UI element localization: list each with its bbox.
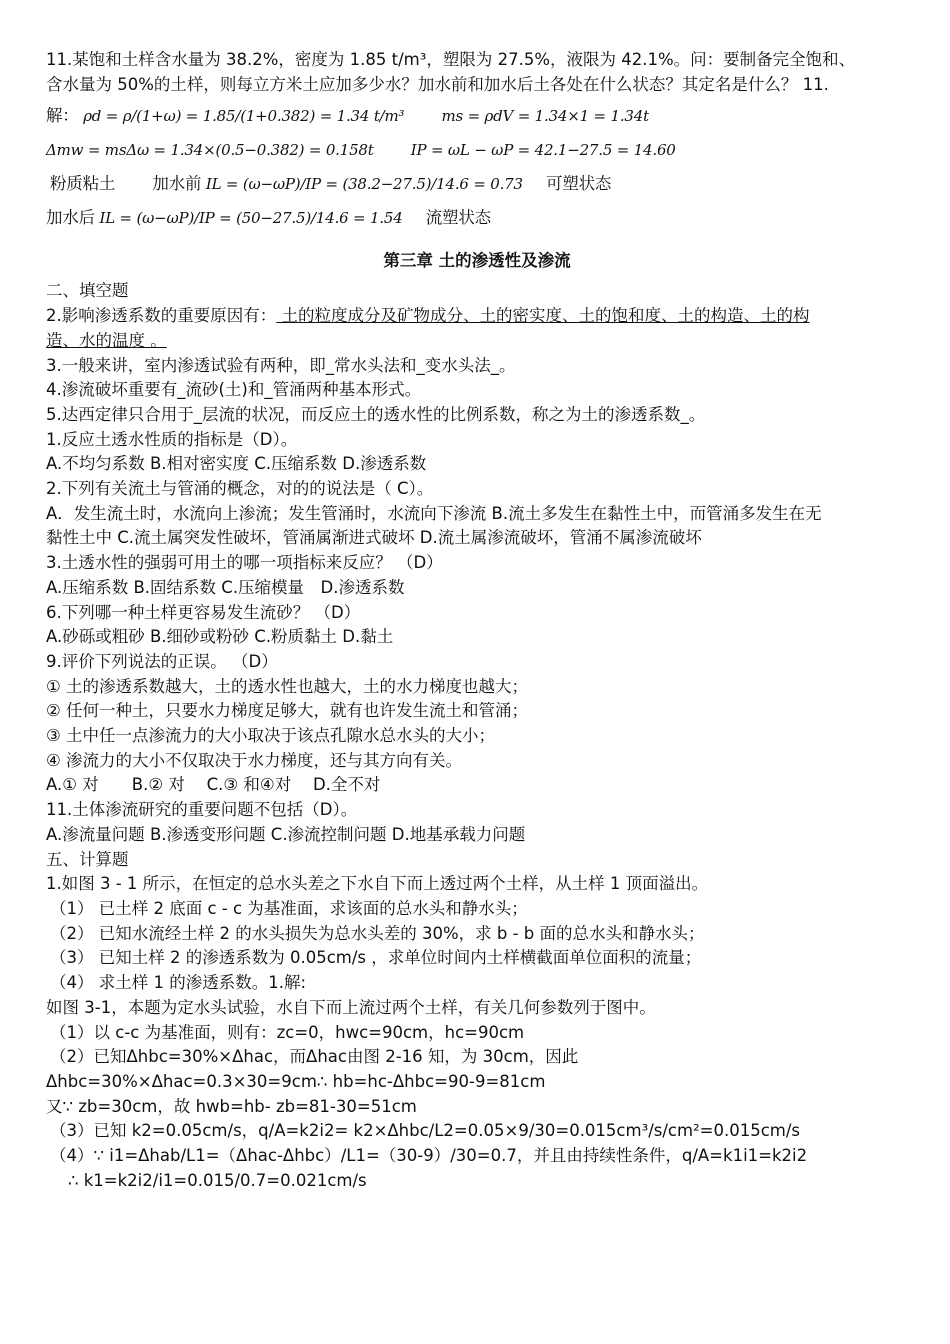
choice-q3: 3.土透水性的强弱可用土的哪一项指标来反应？ （D） <box>46 553 443 573</box>
choice-q9-statement-4: ④ 渗流力的大小不仅取决于水力梯度，还与其方向有关。 <box>46 750 463 770</box>
choice-q1: 1.反应土透水性质的指标是（D）。 <box>46 429 298 449</box>
chapter-title: 第三章 土的渗透性及渗流 <box>383 251 571 271</box>
problem-statement-line-1: 11.某饱和土样含水量为 38.2%，密度为 1.85 t/m³，塑限为 27.5%，液限为 42.1%。问：要制备完全饱和、 <box>46 50 856 69</box>
choice-q9-statement-1: ① 土的渗透系数越大，土的透水性也越大，土的水力梯度也越大； <box>46 676 529 696</box>
equation-row-2 <box>46 133 908 167</box>
equation-dry-mass: ms = ρdV = 1.34×1 = 1.34t <box>441 107 649 126</box>
equation-liquidity-before: IL = (ω−ωP)/IP = (38.2−27.5)/14.6 = 0.73 <box>205 175 523 194</box>
choice-q3-options: A.压缩系数 B.固结系数 C.压缩模量 D.渗透系数 <box>46 577 405 597</box>
calc-solution-intro: 如图 3-1，本题为定水头试验，水自下而上流过两个土样，有关几何参数列于图中。 <box>46 997 656 1017</box>
fill-blank-q2-line-2 <box>46 329 908 354</box>
calc-problem-1-part-4: （4） 求土样 1 的渗透系数。1.解: <box>50 973 307 993</box>
after-water-label: 加水后 <box>46 208 95 228</box>
choice-q6-options: A.砂砾或粗砂 B.细砂或粉砂 C.粉质黏土 D.黏土 <box>46 627 394 647</box>
choice-q9-statement-2: ② 任何一种土，只要水力梯度足够大，就有也许发生流土和管涌； <box>46 701 529 721</box>
fill-blank-q2-prefix: 2.影响渗透系数的重要原因有： <box>46 306 277 326</box>
equation-row-4 <box>46 201 908 235</box>
fill-blank-q3: 3.一般来讲，室内渗透试验有两种，即_常水头法和_变水头法_。 <box>46 355 516 375</box>
fill-blank-q2-answer: 土的粒度成分及矿物成分、土的密实度、土的饱和度、土的构造、土的构 <box>276 306 810 326</box>
before-water-label: 加水前 <box>152 174 202 194</box>
calc-solution-step-2b: Δhbc=30%×Δhac=0.3×30=9cm∴ hb=hc-Δhbc=90-9=81cm <box>46 1071 546 1091</box>
fill-blank-q2-line-1 <box>46 304 908 329</box>
document-page <box>46 48 908 1193</box>
choice-q2-options-line-2: 黏性土中 C.流土属突发性破坏，管涌属渐进式破坏 D.流土属渗流破坏，管涌不属渗流破坏 <box>46 528 702 548</box>
calc-problem-1-part-3: （3） 已知土样 2 的渗透系数为 0.05cm/s ，求单位时间内土样横截面单位面积的流量； <box>50 948 702 968</box>
calc-problem-1: 1.如图 3 - 1 所示，在恒定的总水头差之下水自下而上透过两个土样，从土样 1 顶面溢出。 <box>46 874 709 894</box>
choice-q9: 9.评价下列说法的正误。 （D） <box>46 651 278 671</box>
soil-name: 粉质粘土 <box>50 174 116 194</box>
choice-q1-options: A.不均匀系数 B.相对密实度 C.压缩系数 D.渗透系数 <box>46 454 427 474</box>
equation-plasticity-index: IP = ωL − ωP = 42.1−27.5 = 14.60 <box>410 141 676 160</box>
calc-solution-step-1: （1）以 c-c 为基准面，则有：zc=0，hwc=90cm，hc=90cm <box>50 1022 525 1042</box>
calc-solution-step-4: （4）∵ i1=Δhab/L1=（Δhac-Δhbc）/L1=（30-9）/30=0.7，并且由持续性条件，q/A=k1i1=k2i2 <box>50 1146 808 1166</box>
choice-q9-options: A.① 对 B.② 对 C.③ 和④对 D.全不对 <box>46 775 381 795</box>
equation-row-1 <box>46 99 908 133</box>
equation-liquidity-after: IL = (ω−ωP)/IP = (50−27.5)/14.6 = 1.54 <box>99 209 403 228</box>
equation-water-added: Δmw = msΔω = 1.34×(0.5−0.382) = 0.158t <box>46 141 374 160</box>
fill-blank-q4: 4.渗流破坏重要有_流砂(土)和_管涌两种基本形式。 <box>46 380 422 400</box>
choice-q11: 11.土体渗流研究的重要问题不包括（D）。 <box>46 800 358 820</box>
problem-statement-line-2: 含水量为 50%的土样，则每立方米土应加多少水？加水前和加水后土各处在什么状态？其定名是什么？ 11. <box>46 74 829 94</box>
choice-q11-options: A.渗流量问题 B.渗透变形问题 C.渗流控制问题 D.地基承载力问题 <box>46 824 526 844</box>
calc-problem-1-part-1: （1） 已土样 2 底面 c - c 为基准面，求该面的总水头和静水头； <box>50 898 528 918</box>
fill-blank-q2-answer-cont: 造、水的温度 。 <box>46 330 167 350</box>
choice-q6: 6.下列哪一种土样更容易发生流砂？ （D） <box>46 602 361 622</box>
choice-q9-statement-3: ③ 土中任一点渗流力的大小取决于该点孔隙水总水头的大小； <box>46 726 496 746</box>
choice-q2: 2.下列有关流土与管涌的概念，对的的说法是（ C）。 <box>46 479 434 499</box>
equation-row-3 <box>46 167 908 201</box>
state-before: 可塑状态 <box>546 174 612 194</box>
calc-heading: 五、计算题 <box>46 849 129 869</box>
choice-q2-options-line-1: A．发生流土时，水流向上渗流；发生管涌时，水流向下渗流 B.流土多发生在黏性土中，而管涌多发生在无 <box>46 503 822 523</box>
calc-problem-1-part-2: （2） 已知水流经土样 2 的水头损失为总水头差的 30%，求 b - b 面的总水头和静水头； <box>50 923 705 943</box>
calc-solution-step-2: （2）已知Δhbc=30%×Δhac，而Δhac由图 2-16 知，为 30cm，因此 <box>50 1047 579 1067</box>
calc-solution-step-4b: ∴ k1=k2i2/i1=0.015/0.7=0.021cm/s <box>68 1170 367 1190</box>
calc-solution-step-2c: 又∵ zb=30cm，故 hwb=hb- zb=81-30=51cm <box>46 1096 417 1116</box>
fill-blank-q5: 5.达西定律只合用于_层流的状况，而反应土的透水性的比例系数，称之为土的渗透系数_。 <box>46 404 706 424</box>
equation-dry-density: ρd = ρ/(1+ω) = 1.85/(1+0.382) = 1.34 t/m³ <box>83 107 405 126</box>
fill-blank-heading: 二、填空题 <box>46 281 129 301</box>
solution-label: 解： <box>46 106 79 126</box>
state-after: 流塑状态 <box>425 208 491 228</box>
calc-solution-step-3: （3）已知 k2=0.05cm/s，q/A=k2i2= k2×Δhbc/L2=0.05×9/30=0.015cm³/s/cm²=0.015cm/s <box>50 1121 801 1141</box>
